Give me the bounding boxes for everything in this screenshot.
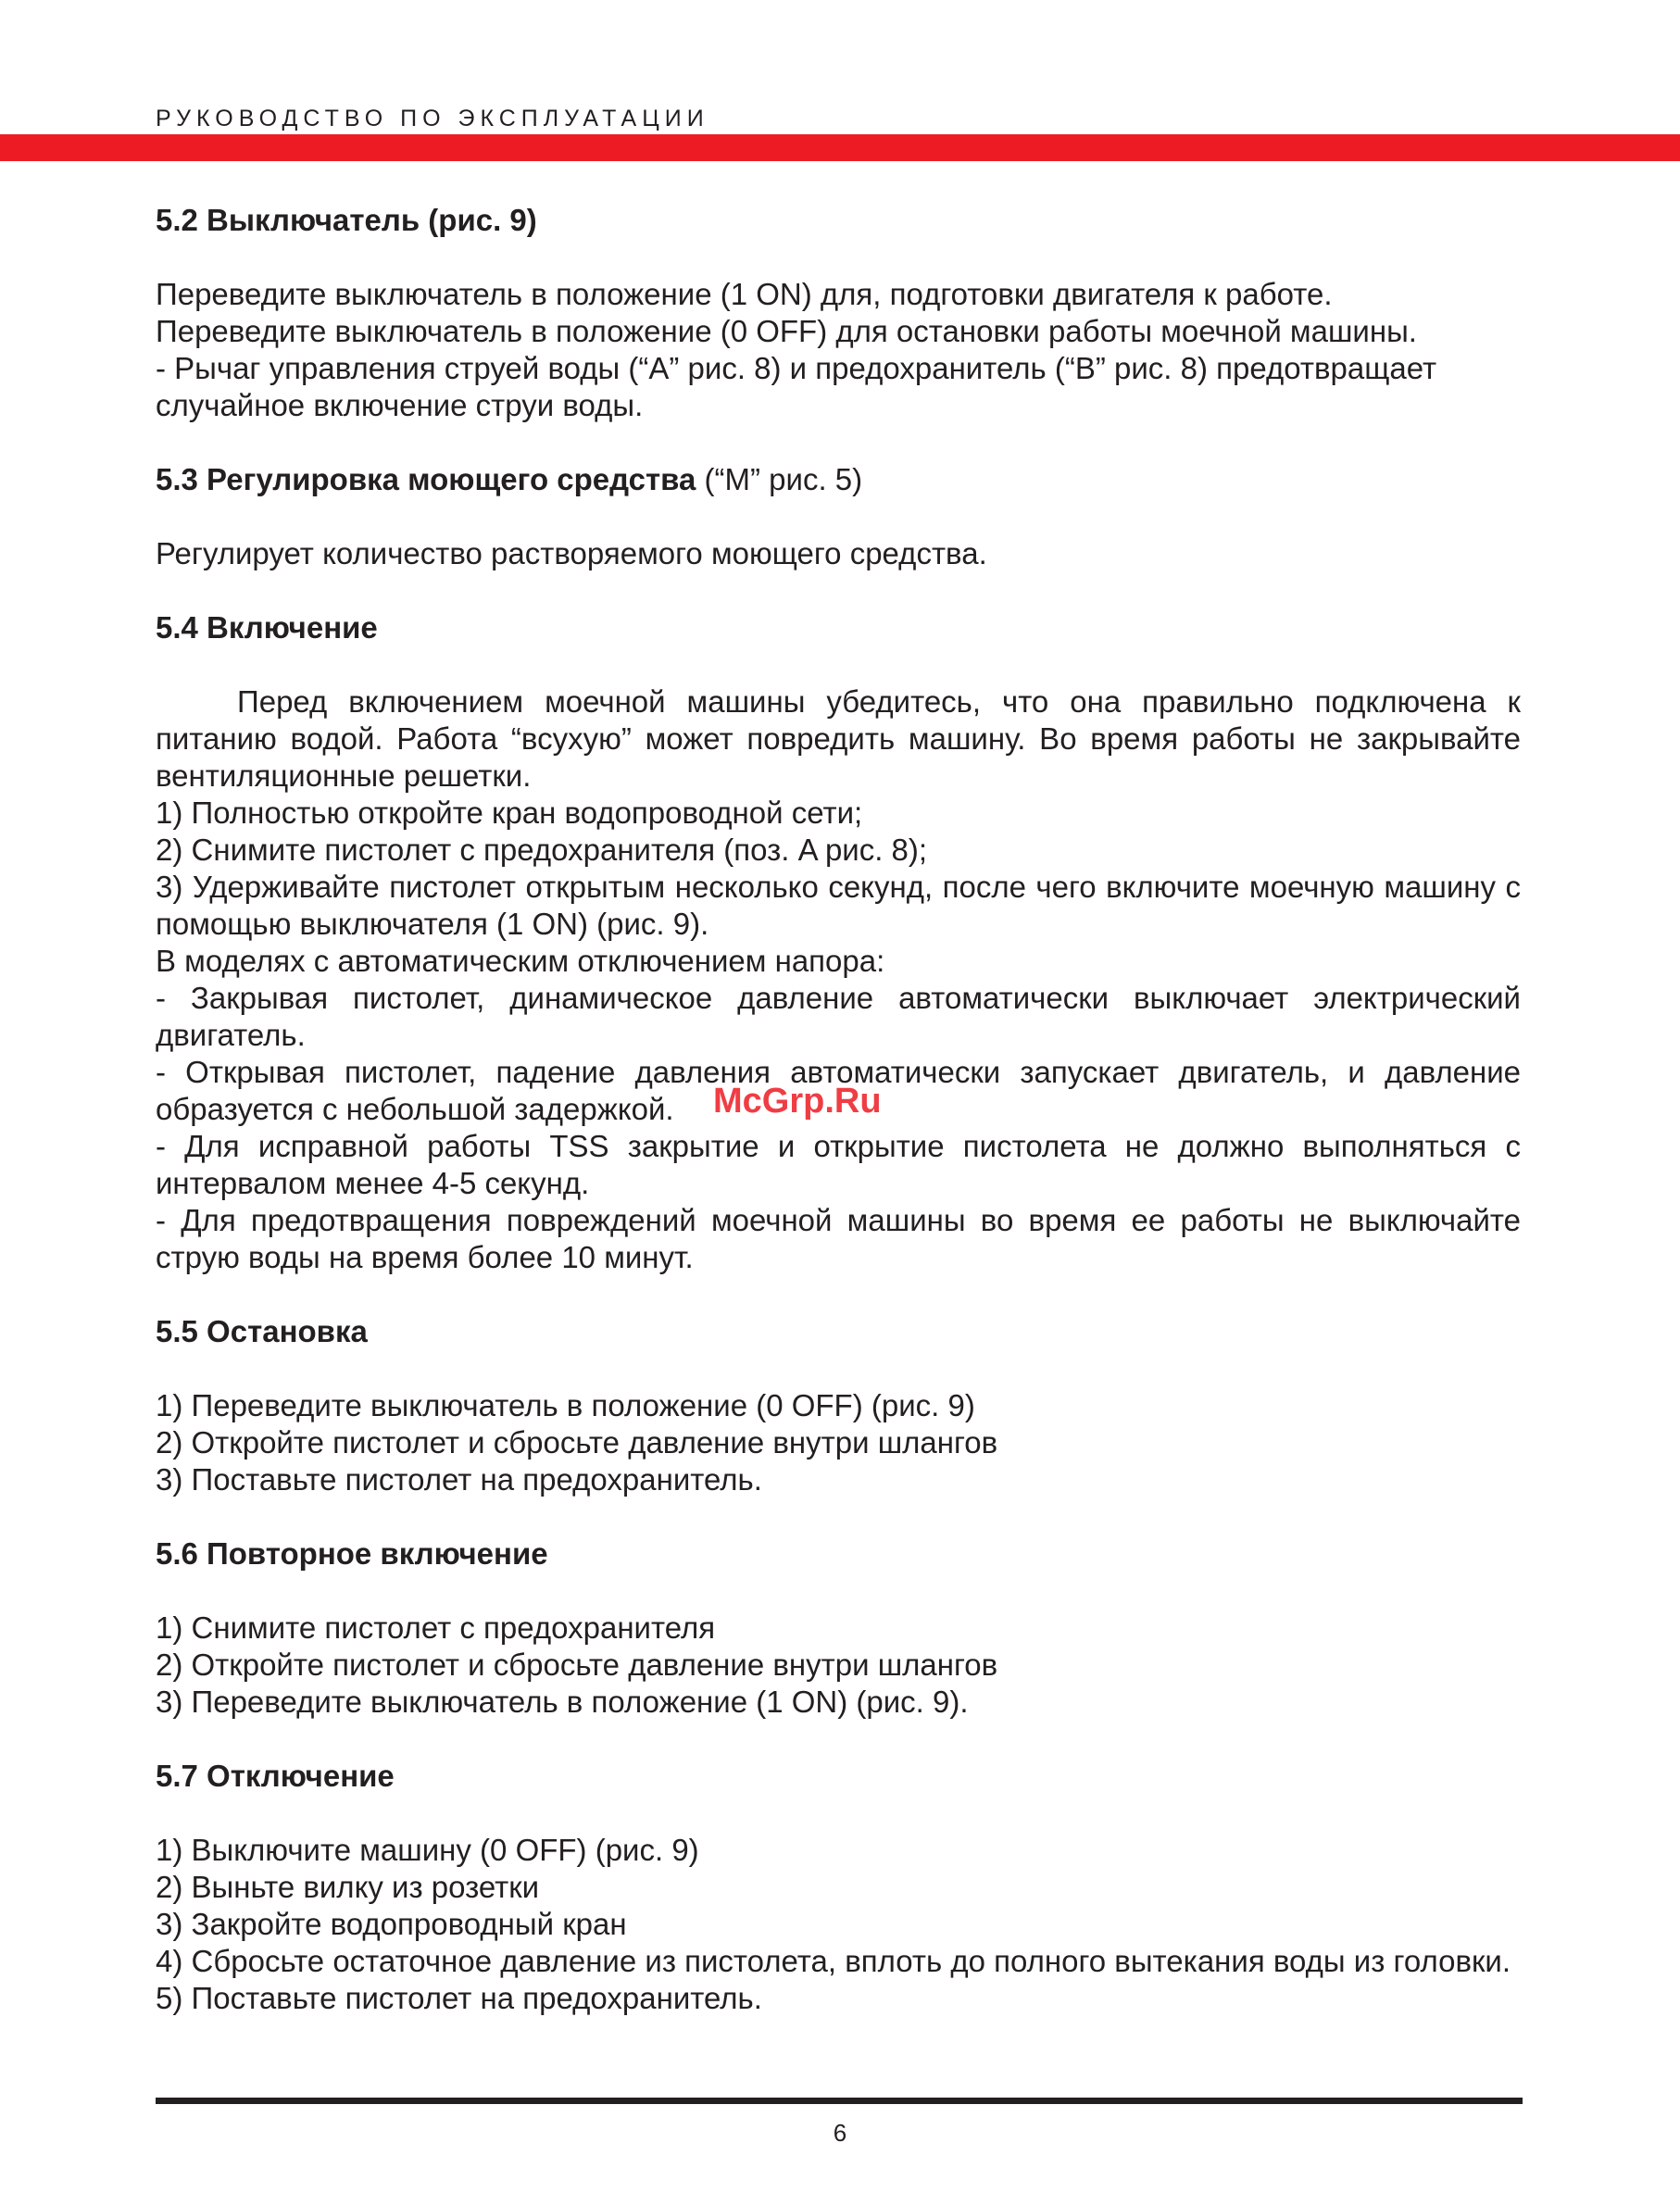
section-heading-reference: (“M” рис. 5): [696, 462, 863, 496]
list-item: 3) Удерживайте пистолет открытым несколько секунд, после чего включите моечную машину с помощью выключателя (1 ON) (рис. 9).: [156, 870, 1521, 941]
document-body: [156, 202, 1521, 2054]
list-item: 2) Выньте вилку из розетки: [156, 1870, 540, 1904]
section-5-7: [156, 1758, 1521, 2017]
list-item: 3) Закройте водопроводный кран: [156, 1907, 627, 1941]
section-5-2: [156, 202, 1521, 424]
page-number: 6: [833, 2119, 847, 2147]
list-item: 3) Поставьте пистолет на предохранитель.: [156, 1462, 762, 1497]
paragraph-line: Переведите выключатель в положение (1 ON) для, подготовки двигателя к работе.: [156, 277, 1333, 311]
paragraph-line: Переведите выключатель в положение (0 OFF) для остановки работы моечной машины.: [156, 314, 1417, 348]
footer-rule: [156, 2098, 1523, 2104]
section-5-3: [156, 461, 1521, 572]
bullet-item: - Для исправной работы TSS закрытие и открытие пистолета не должно выполняться с интервалом менее 4-5 секунд.: [156, 1129, 1521, 1200]
list-item: 3) Переведите выключатель в положение (1 ON) (рис. 9).: [156, 1685, 969, 1719]
list-item: 2) Снимите пистолет с предохранителя (поз. A рис. 8);: [156, 833, 928, 867]
list-item: 1) Снимите пистолет с предохранителя: [156, 1610, 716, 1645]
section-5-4: [156, 609, 1521, 1276]
section-heading: 5.4 Включение: [156, 610, 378, 645]
section-5-5: [156, 1313, 1521, 1498]
list-item: 1) Переведите выключатель в положение (0 OFF) (рис. 9): [156, 1388, 975, 1422]
list-item: 4) Сбросьте остаточное давление из пистолета, вплоть до полного вытекания воды из головки.: [156, 1944, 1511, 1978]
section-heading: 5.2 Выключатель (рис. 9): [156, 203, 537, 237]
bullet-item: - Открывая пистолет, падение давления автоматически запускает двигатель, и давление образуется с небольшой задержкой.: [156, 1055, 1521, 1126]
header-red-bar: [0, 134, 1680, 161]
section-heading-bold: 5.3 Регулировка моющего средства: [156, 462, 696, 496]
watermark-text: McGrp.Ru: [713, 1082, 882, 1121]
document-header-title: РУКОВОДСТВО ПО ЭКСПЛУАТАЦИИ: [156, 106, 709, 132]
section-heading: 5.7 Отключение: [156, 1759, 395, 1793]
paragraph-line: - Рычаг управления струей воды (“A” рис. 8) и предохранитель (“B” рис. 8) предотвращает случайное включение струи воды.: [156, 351, 1437, 422]
list-item: 5) Поставьте пистолет на предохранитель.: [156, 1981, 762, 2015]
bullet-item: - Закрывая пистолет, динамическое давление автоматически выключает электрический двигатель.: [156, 981, 1521, 1052]
section-heading: [156, 461, 1521, 498]
section-heading: 5.6 Повторное включение: [156, 1536, 548, 1571]
paragraph-line: В моделях с автоматическим отключением напора:: [156, 944, 885, 978]
intro-paragraph: Перед включением моечной машины убедитесь, что она правильно подключена к питанию водой. Работа “всухую” может повредить машину. Во время работы не закрывайте вентиляционные решетки.: [156, 684, 1521, 793]
list-item: 1) Выключите машину (0 OFF) (рис. 9): [156, 1833, 699, 1867]
list-item: 1) Полностью откройте кран водопроводной сети;: [156, 796, 863, 830]
section-5-6: [156, 1535, 1521, 1721]
bullet-item: - Для предотвращения повреждений моечной машины во время ее работы не выключайте струю воды на время более 10 минут.: [156, 1203, 1521, 1274]
section-heading: 5.5 Остановка: [156, 1314, 368, 1348]
list-item: 2) Откройте пистолет и сбросьте давление внутри шлангов: [156, 1647, 998, 1682]
list-item: 2) Откройте пистолет и сбросьте давление внутри шлангов: [156, 1425, 998, 1460]
paragraph-line: Регулирует количество растворяемого моющего средства.: [156, 536, 987, 570]
